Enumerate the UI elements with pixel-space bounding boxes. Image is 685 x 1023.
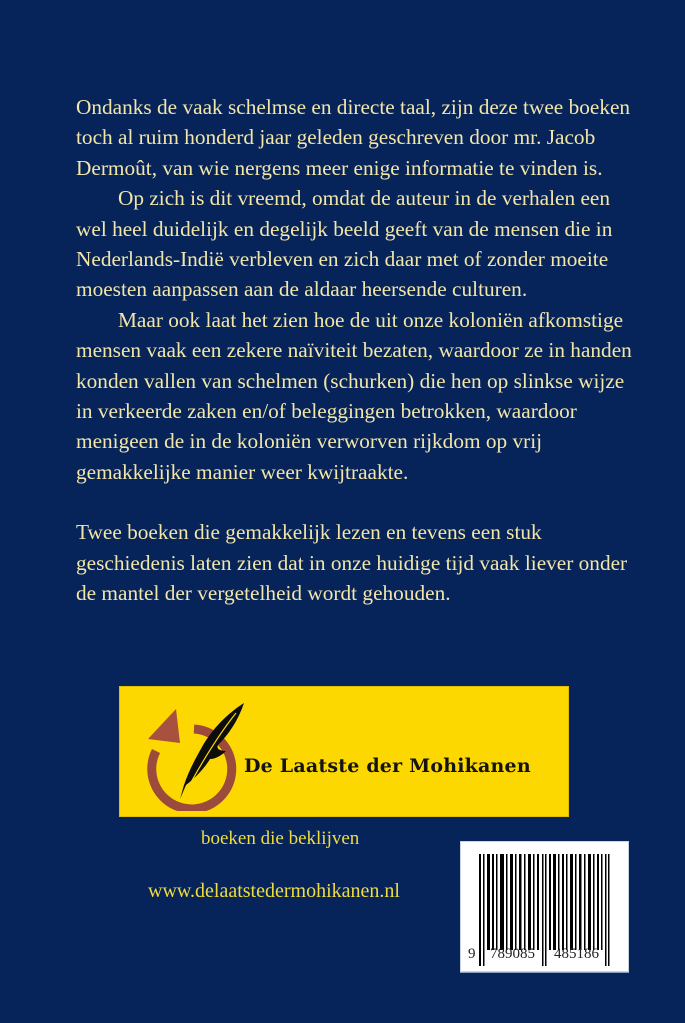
blurb-paragraph-1: Ondanks de vaak schelmse en directe taal, zijn deze twee boeken toch al ruim honderd jaar geleden geschreven door mr. Jacob Dermoût, van wie nergens meer enige informatie te vinden is.	[76, 95, 631, 180]
publisher-logo-banner	[119, 686, 569, 817]
barcode-right-group: 485186	[554, 946, 599, 962]
blurb-paragraph-4: Twee boeken die gemakkelijk lezen en tevens een stuk geschiedenis laten zien dat in onze huidige tijd vaak liever onder de mantel der vergetelheid wordt gehouden.	[76, 520, 628, 606]
publisher-tagline: boeken die beklijven	[201, 828, 360, 849]
publisher-website[interactable]: www.delaatstedermohikanen.nl	[148, 880, 400, 902]
isbn-barcode-icon	[461, 842, 628, 971]
blurb-text	[76, 92, 636, 609]
barcode-left-group: 789085	[490, 946, 535, 962]
publisher-name: De Laatste der Mohikanen	[244, 755, 531, 777]
barcode-prefix-digit: 9	[468, 946, 476, 962]
blurb-paragraph-3: Maar ook laat het zien hoe de uit onze koloniën afkomstige mensen vaak een zekere naïviteit bezaten, waardoor ze in handen konden vallen van schelmen (schurken) die hen op slinkse wijze in verkeerde zaken en/of beleggingen betrokken, waardoor menigeen de in de koloniën verworven rijkdom op vrij gemakkelijke manier weer kwijtraakte.	[76, 307, 632, 484]
isbn-barcode	[460, 841, 629, 972]
blurb-paragraph-2: Op zich is dit vreemd, omdat de auteur in de verhalen een wel heel duidelijk en degelijk beeld geeft van de mensen die in Nederlands-Indië verbleven en zich daar met of zonder moeite moesten aanpassen aan de aldaar heersende culturen.	[76, 186, 613, 302]
quill-circular-arrow-icon	[136, 699, 256, 811]
